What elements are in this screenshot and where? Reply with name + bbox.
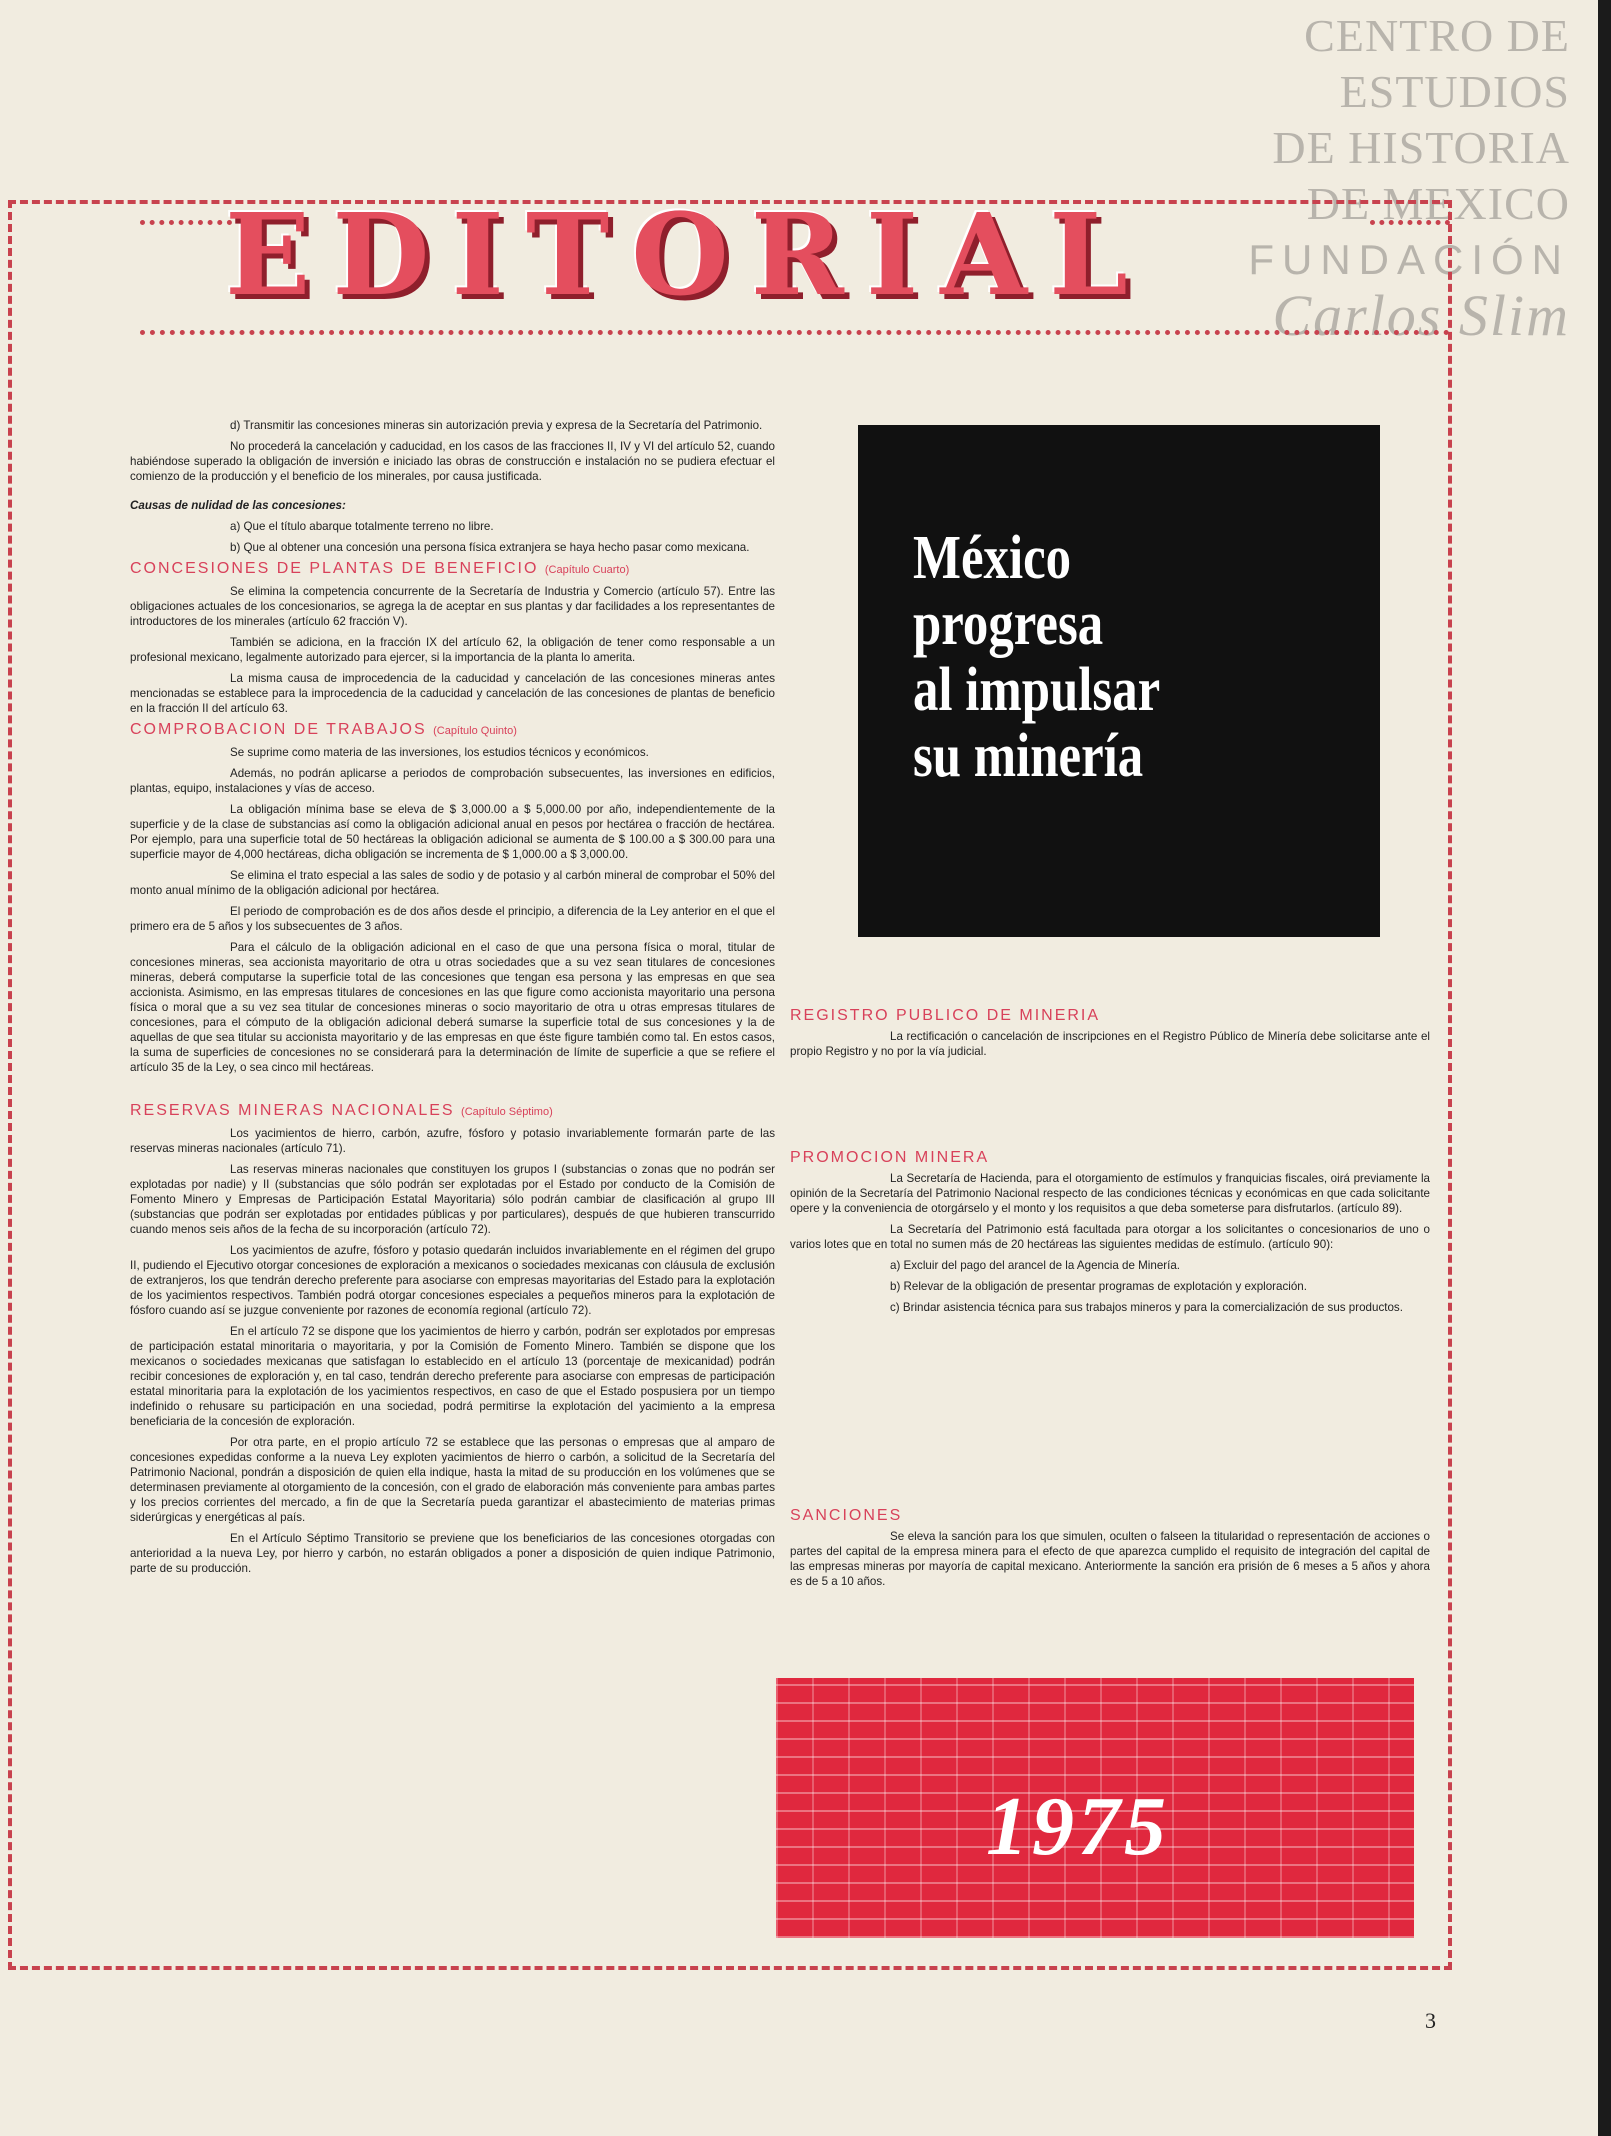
- paragraph: También se adiciona, en la fracción IX del artículo 62, la obligación de tener como responsable a un profesional mexicano, legalmente autorizado para ejercer, si la importancia de la planta lo amerita.: [130, 636, 775, 664]
- paragraph: La Secretaría del Patrimonio está facultada para otorgar a los solicitantes o concesionarios de uno o varios lotes que en total no sumen más de 20 hectáreas las siguientes medidas de estímulo. (artículo 90):: [790, 1223, 1430, 1251]
- headline-line: su minería: [913, 722, 1144, 790]
- list-item: b) Que al obtener una concesión una persona física extranjera se haya hecho pasar como mexicana.: [230, 541, 750, 554]
- paragraph: La misma causa de improcedencia de la caducidad y cancelación de las concesiones mineras antes mencionadas se establece para la improcedencia de la caducidad y cancelación de las concesiones de plantas de beneficio en la fracción II del artículo 63.: [130, 672, 775, 715]
- paragraph: En el Artículo Séptimo Transitorio se previene que los beneficiarios de las concesiones otorgadas con anterioridad a la nueva Ley, por hierro y carbón, no estarán obligados a poner a disposición de quien indique Patrimonio, parte de su producción.: [130, 1532, 775, 1575]
- year-box: [776, 1678, 1414, 1938]
- section-title: RESERVAS MINERAS NACIONALES: [130, 1102, 455, 1119]
- paragraph: d) Transmitir las concesiones mineras sin autorización previa y expresa de la Secretaría del Patrimonio.: [230, 419, 763, 432]
- section-heading: [130, 561, 775, 578]
- headline-box: [858, 425, 1380, 937]
- title-band-divider: [140, 330, 1450, 335]
- paragraph: Las reservas mineras nacionales que constituyen los grupos I (substancias o zonas que no podrán ser explotadas por nadie) y II (substancias que sólo podrán ser explotadas por el Estado por conducto de la Comisión de Fomento Minero y Empresas de Participación Estatal Mayoritaria) sólo podrán cambiar de clasificación al grupo III (substancias que podrán ser explotadas por entidades públicas y por particulares), después de que hubieren transcurrido cuando menos seis años de la fecha de su incorporación (artículo 72).: [130, 1163, 775, 1236]
- title-band-divider: [140, 220, 232, 225]
- paragraph: Por otra parte, en el propio artículo 72 se establece que las personas o empresas que al amparo de concesiones expedidas conforme a la nueva Ley exploten yacimientos de hierro o carbón, a solicitud de la Secretaría del Patrimonio Nacional, pondrán a disposición de quien ella indique, hasta la mitad de su producción en los volúmenes que se determinasen previamente al otorgamiento de la concesión, con el grado de elaboración más conveniente para ambas partes y los precios corrientes del mercado, a fin de que la Secretaría pueda garantizar el abastecimiento de materias primas siderúrgicas y energéticas al país.: [130, 1436, 775, 1524]
- section-heading: [130, 722, 775, 739]
- paragraph: Se suprime como materia de las inversiones, los estudios técnicos y económicos.: [230, 746, 649, 759]
- paragraph: La Secretaría de Hacienda, para el otorgamiento de estímulos y franquicias fiscales, oirá previamente la opinión de la Secretaría del Patrimonio Nacional respecto de las condiciones técnicas y económicas en que cada solicitante opere y la conveniencia de otorgárselo y el monto y los requisitos a que deba someterse para disfrutarlos. (artículo 89).: [790, 1172, 1430, 1215]
- headline: [913, 525, 1160, 789]
- left-column: [130, 418, 775, 1582]
- paragraph: Se elimina el trato especial a las sales de sodio y de potasio y al carbón mineral de comprobar el 50% del monto anual mínimo de la obligación adicional por hectárea.: [130, 869, 775, 897]
- section-title: PROMOCION MINERA: [790, 1149, 990, 1166]
- list-item: a) Que el título abarque totalmente terreno no libre.: [230, 520, 494, 533]
- watermark-line: DE HISTORIA: [1272, 122, 1570, 173]
- section-title: CONCESIONES DE PLANTAS DE BENEFICIO: [130, 560, 539, 577]
- year-label: 1975: [986, 1780, 1170, 1873]
- list-item: c) Brindar asistencia técnica para sus trabajos mineros y para la comercialización de sus productos.: [890, 1301, 1403, 1314]
- section-title: SANCIONES: [790, 1507, 903, 1524]
- section-title: REGISTRO PUBLICO DE MINERIA: [790, 1007, 1101, 1024]
- paragraph: La obligación mínima base se eleva de $ 3,000.00 a $ 5,000.00 por año, independientemente de la superficie y de la clase de substancias así como la obligación adicional anual en pesos por hectárea o fracción de hectárea. Por ejemplo, para una superficie total de 50 hectáreas la obligación adicional se aumenta de $ 100.00 a $ 300.00 para una superficie mayor de 4,000 hectáreas, dicha obligación se incrementa de $ 1,000.00 a $ 3,000.00.: [130, 803, 775, 861]
- right-column-registro: [790, 1008, 1430, 1065]
- right-column-promocion: [790, 1150, 1430, 1321]
- paragraph: El periodo de comprobación es de dos años desde el principio, a diferencia de la Ley anterior en el que el primero era de 5 años y los subsecuentes de 3 años.: [130, 905, 775, 933]
- title-band-divider: [1370, 220, 1450, 225]
- scan-edge: [1598, 0, 1611, 2136]
- paragraph: La rectificación o cancelación de inscripciones en el Registro Público de Minería debe solicitarse ante el propio Registro y no por la vía judicial.: [790, 1030, 1430, 1058]
- paragraph: Los yacimientos de hierro, carbón, azufre, fósforo y potasio invariablemente formarán parte de las reservas mineras nacionales (artículo 71).: [130, 1127, 775, 1155]
- paragraph: Además, no podrán aplicarse a periodos de comprobación subsecuentes, las inversiones en edificios, plantas, equipo, instalaciones y vías de acceso.: [130, 767, 775, 795]
- paragraph: Se eleva la sanción para los que simulen, oculten o falseen la titularidad o representación de acciones o partes del capital de la empresa minera para el efecto de que aparezca cumplido el requisito de integración del capital de las empresas mineras por mayoría de capital mexicano. Anteriormente la sanción era prisión de 6 meses a 5 años y ahora es de 5 a 10 años.: [790, 1530, 1430, 1588]
- paragraph: En el artículo 72 se dispone que los yacimientos de hierro y carbón, podrán ser explotados por empresas de participación estatal minoritaria o mayoritaria, y por la Comisión de Fomento Minero. También se dispone que los mexicanos o sociedades mexicanas que satisfagan lo establecido en el artículo 13 (porcentaje de mexicanidad) podrán recibir concesiones de exploración y, en tal caso, tendrán derecho preferente para asociarse con empresas de participación estatal minoritaria para la explotación de los yacimientos respectivos, en caso de que el Estado pospusiera por un tiempo indefinido o rehusare su participación en una sociedad, podrá permitirse la explotación del yacimiento a la empresa beneficiaria de la concesión de exploración.: [130, 1325, 775, 1428]
- list-item: a) Excluir del pago del arancel de la Agencia de Minería.: [890, 1259, 1181, 1272]
- paragraph: Se elimina la competencia concurrente de la Secretaría de Industria y Comercio (artículo 57). Entre las obligaciones actuales de los concesionarios, se agrega la de aceptar en sus plantas y dar facilidades a los representantes de introductores de los minerales (artículo 62 fracción V).: [130, 585, 775, 628]
- list-item: b) Relevar de la obligación de presentar programas de explotación y exploración.: [890, 1280, 1307, 1293]
- section-heading: [130, 1103, 775, 1120]
- watermark-line: FUNDACIÓN: [1248, 236, 1570, 283]
- watermark-line: DE MEXICO: [1306, 178, 1570, 229]
- right-column-sanciones: [790, 1508, 1430, 1595]
- paragraph: Para el cálculo de la obligación adicional en el caso de que una persona física o moral, titular de concesiones mineras, sea accionista mayoritario de otra u otras sociedades que a su vez sean titulares de concesiones mineras, deberá computarse la superficie total de las concesiones que tengan esa persona y las empresas en que sea accionista. Asimismo, en las empresas titulares de concesiones en las que figure como accionista mayoritario una persona física o moral que a su vez sea titular de concesiones mineras o socio mayoritario de otra u otras empresas titulares de concesiones, para el cómputo de la obligación adicional deberá sumarse la superficie total de sus concesiones y la de aquellas de que sea titular su accionista mayoritario y de las empresas en que éste figure también como tal. En estos casos, la suma de superficies de concesiones no se considerará para la determinación de límite de superficie a que se refiere el artículo 35 de la Ley, o sea cinco mil hectáreas.: [130, 941, 775, 1074]
- page-number: 3: [1425, 2008, 1436, 2033]
- page-title: EDITORIAL: [225, 190, 1150, 321]
- section-chapter: (Capítulo Cuarto): [544, 564, 630, 576]
- headline-line: México: [913, 524, 1072, 592]
- paragraph: Los yacimientos de azufre, fósforo y potasio quedarán incluidos invariablemente en el régimen del grupo II, pudiendo el Ejecutivo otorgar concesiones de exploración a mexicanos o sociedades mexicanas con cláusula de exclusión de extranjeros, los que tendrán derecho preferente para asociarse con empresas mayoritarias del Estado para la explotación de los yacimientos respectivos. También podrá otorgar concesiones especiales a pequeños mineros para la explotación de fósforo cuando así se juzgue conveniente por razones de economía regional (artículo 72).: [130, 1244, 775, 1317]
- watermark-line: CENTRO DE: [1304, 10, 1570, 61]
- headline-line: al impulsar: [913, 656, 1161, 724]
- subheading: Causas de nulidad de las concesiones:: [130, 499, 346, 512]
- section-chapter: (Capítulo Séptimo): [461, 1106, 553, 1118]
- watermark-signature: Carlos Slim: [1272, 283, 1570, 348]
- headline-line: progresa: [913, 590, 1104, 658]
- watermark-line: ESTUDIOS: [1339, 66, 1570, 117]
- paragraph: No procederá la cancelación y caducidad, en los casos de las fracciones II, IV y VI del artículo 52, cuando habiéndose superado la obligación de inversión e iniciado las obras de construcción e instalación no se pudiera efectuar el comienzo de la producción y el beneficio de los minerales, por causa justificada.: [130, 440, 775, 483]
- section-chapter: (Capítulo Quinto): [433, 725, 517, 737]
- section-title: COMPROBACION DE TRABAJOS: [130, 721, 427, 738]
